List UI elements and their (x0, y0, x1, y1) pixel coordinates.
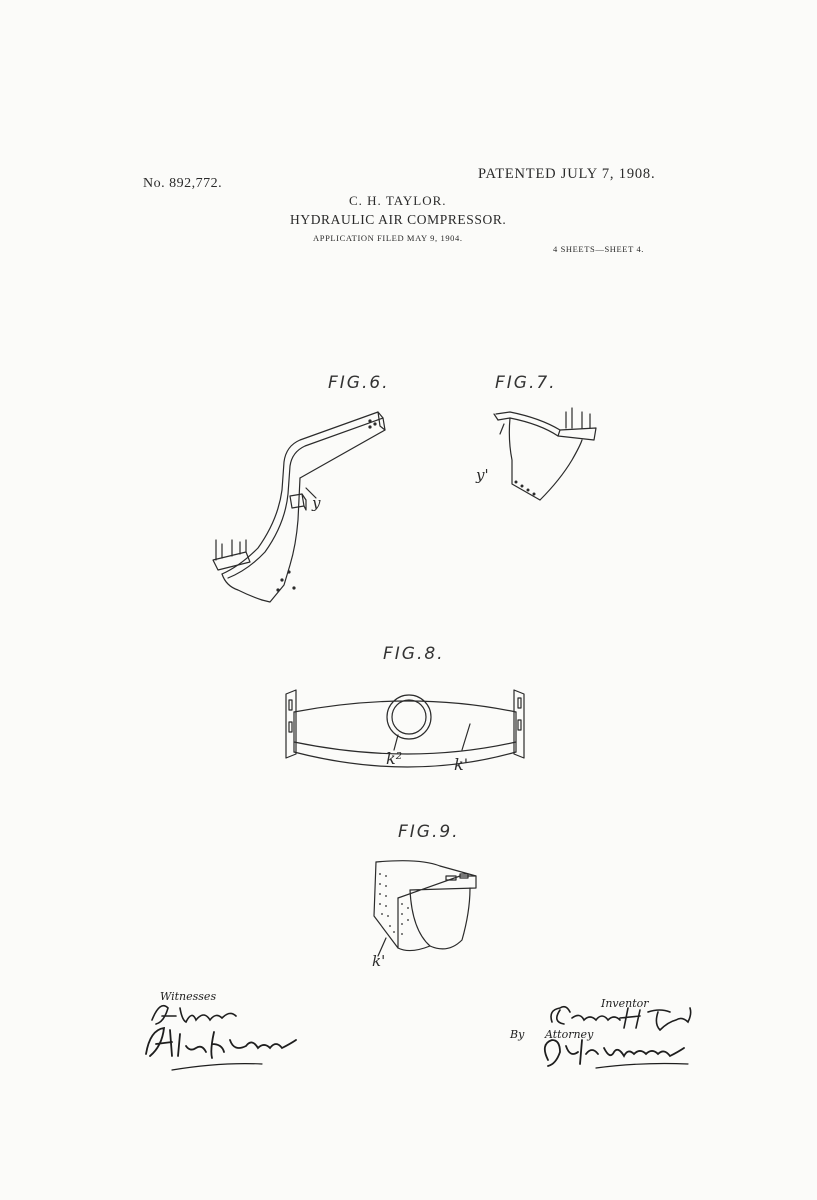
label-k1-fig8: k' (454, 755, 469, 774)
application-filed: APPLICATION FILED MAY 9, 1904. (313, 233, 463, 243)
patent-date: PATENTED JULY 7, 1908. (478, 166, 656, 182)
witness-signature-2 (146, 1028, 296, 1070)
figure-7-label: FIG.7. (495, 373, 557, 393)
figure-8-drawing (286, 690, 524, 767)
witnesses-label: Witnesses (160, 990, 217, 1003)
by-label: By (510, 1028, 525, 1041)
figure-8-label: FIG.8. (383, 644, 445, 664)
figure-6-label: FIG.6. (328, 373, 390, 393)
label-y: y (312, 494, 321, 512)
inventor-label: Inventor (601, 997, 649, 1010)
figure-6-drawing (213, 412, 385, 602)
attorney-label: Attorney (545, 1028, 594, 1041)
inventor-name: C. H. TAYLOR. (349, 193, 447, 208)
inventor-signature (551, 1007, 691, 1030)
attorney-signature (545, 1040, 688, 1068)
witness-signature-1 (152, 1006, 236, 1024)
patent-number: No. 892,772. (143, 176, 223, 191)
label-k2: k² (386, 749, 403, 768)
figure-9-label: FIG.9. (398, 822, 460, 842)
label-y1: y' (476, 466, 489, 484)
figure-7-drawing (494, 408, 596, 500)
label-k1-fig9: k' (372, 952, 386, 970)
patent-title: HYDRAULIC AIR COMPRESSOR. (290, 212, 507, 227)
figure-9-drawing (374, 861, 476, 956)
sheet-count: 4 SHEETS—SHEET 4. (553, 244, 645, 254)
